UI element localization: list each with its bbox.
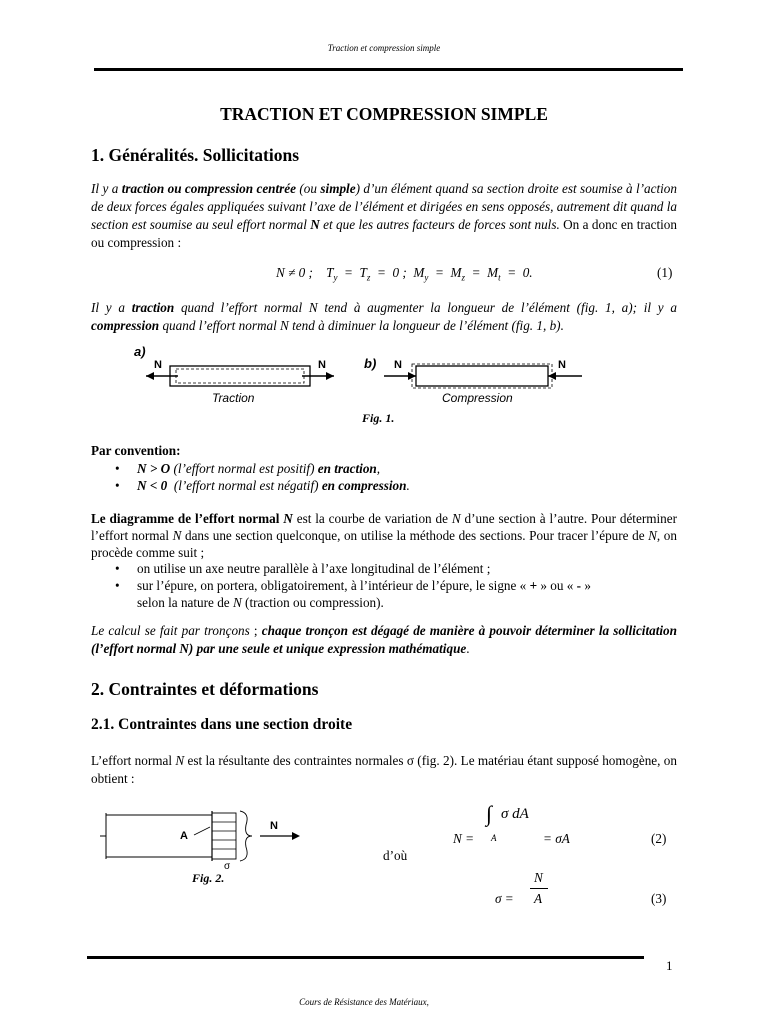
text-run: ; [249,623,262,638]
text-run-bold: N [310,217,320,232]
text-run: N [172,528,182,543]
eq-sub-y: y [333,272,338,283]
eq-sub-y: y [424,272,429,283]
fig2-label-a: A [180,830,188,842]
figure-2 [94,805,314,875]
bullet-icon: • [115,561,120,576]
convention-result: en traction [317,461,377,476]
section-2-1-heading: 2.1. Contraintes dans une section droite [91,716,353,733]
fig1-caption-traction: Traction [212,391,255,405]
paragraph-definition [91,180,677,252]
section-1-heading: 1. Généralités. Sollicitations [91,145,300,165]
text-run: N [175,753,185,768]
text-run-bold: chaque tronçon est dégagé de manière à pouvoir déterminer la sollicitation (l’effort normal N) par une seule et unique expression mathématique [91,623,677,656]
fig1-label-a: a) [134,344,146,359]
eq-sub-t: t [498,272,501,283]
running-header: Traction et compression simple [327,43,441,53]
paragraph-calculation [91,622,677,658]
text-run: est la courbe de variation de [292,511,452,526]
fig1-bar-b [416,366,548,386]
fig1-n-left-a: N [154,359,162,371]
convention-text: (l’effort normal est positif) [170,461,318,476]
fraction-bar [530,888,548,889]
bullet-icon: • [115,578,120,593]
footer-rule [87,956,644,959]
text-run: L’effort normal [91,753,176,768]
method-text: (traction ou compression). [241,595,384,610]
plus-sign: + [529,578,538,593]
fig2-label-n: N [270,820,278,832]
method-text: sur l’épure, on portera, obligatoirement, à l’intérieur de l’épure, le signe « [137,578,530,593]
text-run: et que les autres facteurs de forces sont nuls. [319,217,560,232]
text-run: (ou [296,181,321,196]
bullet-icon: • [115,478,120,493]
running-footer: Cours de Résistance des Matériaux, [299,997,429,1007]
convention-cond: N > O [137,461,171,476]
figure-1 [120,340,600,410]
fig1-arrowhead-left-b [408,372,416,380]
fig2-caption: Fig. 2. [192,871,225,885]
document-title: TRACTION ET COMPRESSION SIMPLE [220,104,548,124]
eq-zero: 0 ; [392,265,407,280]
equation-3-number: (3) [651,891,667,906]
method-text-n: N [232,595,242,610]
eq-my: M [413,265,425,280]
fig2-arrowhead-n [292,832,300,840]
eq-n-term: N ≠ 0 ; [276,265,313,280]
dou-text: d’où [383,848,408,863]
text-run-bold: Le diagramme de l’effort normal [91,511,284,526]
text-run: N [451,511,461,526]
integrand: σ dA [501,806,529,822]
method-item [115,560,490,577]
page-number: 1 [666,958,673,973]
eq2-rhs: = σA [543,831,570,846]
method-text: selon la nature de [137,595,233,610]
text-run: d’une section à l’autre. Pour déterminer l’effort normal [91,511,677,543]
text-run: . [466,641,470,656]
text-run-bold: compression [91,318,160,333]
convention-item [115,477,410,494]
eq-sub-z: z [366,272,371,283]
text-run: dans une section quelconque, on utilise la méthode des sections. Pour tracer l’épure de [181,528,649,543]
fig1-label-b: b) [364,356,377,371]
eq-equals: = [377,265,386,280]
eq3-denominator: A [534,891,543,906]
convention-title: Par convention: [91,443,181,458]
header-rule [94,68,683,71]
text-run-bold: simple [320,181,356,196]
equation-1 [276,265,533,283]
eq-mz: M [450,265,462,280]
equation-2-number: (2) [651,831,667,846]
eq-sub-z: z [461,272,465,283]
convention-item [115,460,380,477]
method-text: » ou « [537,578,577,593]
method-text: » [581,578,591,593]
fig1-n-right-a: N [318,359,326,371]
fig1-n-left-b: N [394,359,402,371]
eq2-lhs: N = [453,831,474,846]
convention-end: , [376,461,381,476]
eq-tz: T [359,265,367,280]
text-run: Il y a [91,300,132,315]
fig1-arrowhead-right-b [548,372,556,380]
text-run-bold: traction [131,300,175,315]
eq-ty: T [326,265,334,280]
text-run: N [648,528,657,543]
eq-zero: 0. [522,265,533,280]
text-run: quand l’effort normal N tend à diminuer la longueur de l’élément (fig. 1, b). [159,318,564,333]
eq-equals: = [507,265,517,280]
fig1-arrowhead-left-a [146,372,154,380]
fig2-stress-block [212,813,236,859]
bullet-icon: • [115,461,120,476]
text-run-bold: N [283,511,293,526]
text-run: Le calcul se fait par tronçons [91,623,250,638]
section-2-heading: 2. Contraintes et déformations [91,679,319,699]
fig1-caption-compression: Compression [442,391,513,405]
text-run-bold: traction ou compression centrée [121,181,297,196]
fig2-brace [240,811,252,861]
convention-text: (l’effort normal est négatif) [167,478,322,493]
fig1-bar-b-deformed [412,364,552,388]
eq3-numerator: N [534,870,543,885]
eq-mt: M [487,265,499,280]
fig2-label-sigma: σ [224,861,231,872]
convention-end: . [406,478,410,493]
eq-equals: = [344,265,353,280]
minus-sign: - [576,578,582,593]
eq3-lhs: σ = [495,891,514,906]
convention-result: en compression [321,478,407,493]
paragraph-diagram [91,510,677,561]
integral-sign: ∫ [486,801,493,826]
text-run: ) d’un élément quand sa section droite est soumise à l’action de deux forces égales appliquées suivant l’axe de l’élément et dirigées en sens opposés, autrement dit quand la section est soumise au seul effort normal [91,181,677,232]
eq-equals: = [471,265,481,280]
integral-sub: A [491,833,497,843]
text-run: est la résultante des contraintes normales [184,753,407,768]
text-run: , on procède comme suit ; [91,528,677,560]
fig1-caption: Fig. 1. [362,411,395,425]
text-run: Il y a [91,181,122,196]
fig1-n-right-b: N [558,359,566,371]
text-run: quand l’effort normal N tend à augmenter la longueur de l’élément (fig. 1, a); il y a [174,300,677,315]
equation-1-number: (1) [657,265,673,280]
convention-cond: N < 0 [137,478,168,493]
paragraph-traction-compression [91,299,677,335]
text-run: (fig. 2). Le matériau étant supposé homogène, on obtient : [91,753,677,786]
text-run: On a donc en traction ou compression : [91,217,677,250]
paragraph-stress [91,752,677,788]
fig2-leader-line [194,827,210,835]
method-text: on utilise un axe neutre parallèle à l’axe longitudinal de l’élément ; [137,561,491,576]
fig1-arrowhead-right-a [326,372,334,380]
fig1-bar-a-deformed [176,369,304,383]
eq-equals: = [434,265,444,280]
method-item-continued [137,594,384,611]
sigma-symbol: σ [406,753,414,768]
method-item [115,577,591,594]
